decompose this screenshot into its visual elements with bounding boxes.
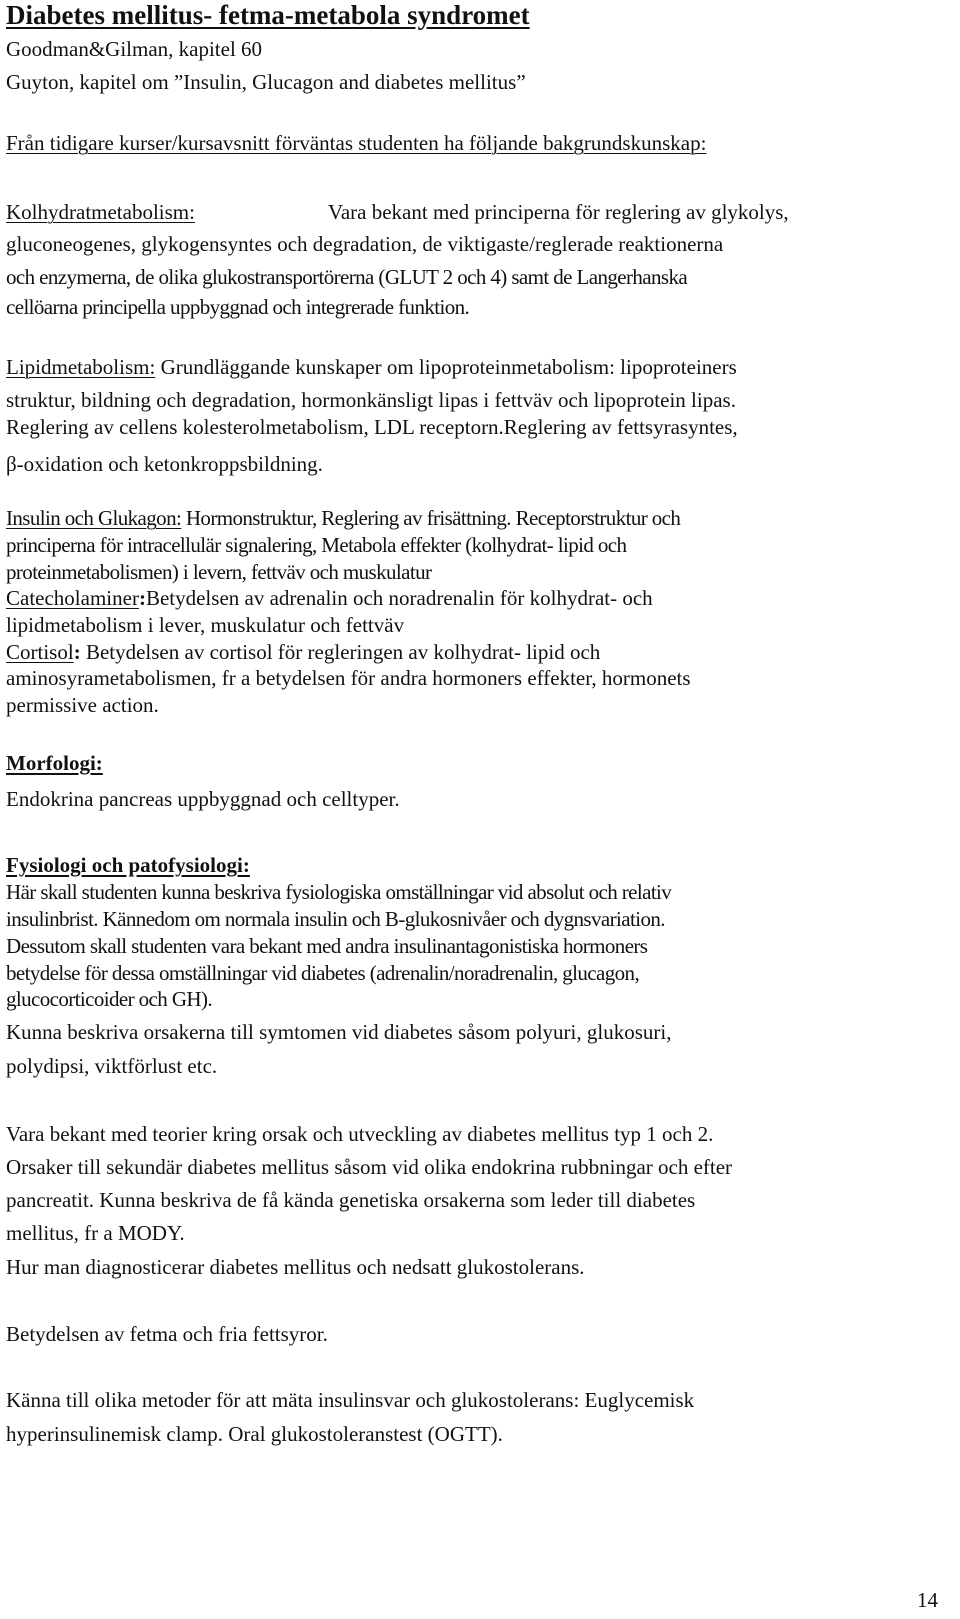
lipid-text: struktur, bildning och degradation, hormonkänsligt lipas i fettväv och lipoprotein lipas.	[6, 388, 736, 412]
fysiologi-heading: Fysiologi och patofysiologi:	[6, 853, 250, 877]
document-title: Diabetes mellitus- fetma-metabola syndromet	[6, 0, 530, 30]
catecholaminer-first-line	[6, 585, 653, 611]
cortisol-heading: Cortisol	[6, 640, 74, 664]
lipid-first-line	[6, 354, 737, 380]
catecholaminer-text: lipidmetabolism i lever, muskulatur och fettväv	[6, 613, 405, 637]
reference-line: Goodman&Gilman, kapitel 60	[6, 37, 263, 61]
page-number: 14	[917, 1588, 938, 1612]
paragraph-line: Hur man diagnosticerar diabetes mellitus och nedsatt glukostolerans.	[6, 1255, 585, 1279]
kolhydrat-text: och enzymerna, de olika glukostransportörerna (GLUT 2 och 4) samt de Langerhanska	[6, 265, 688, 289]
paragraph-line: hyperinsulinemisk clamp. Oral glukostoleranstest (OGTT).	[6, 1422, 503, 1446]
cortisol-text: permissive action.	[6, 693, 159, 717]
insulin-text: Hormonstruktur, Reglering av frisättning. Receptorstruktur och	[181, 506, 681, 530]
insulin-text: proteinmetabolismen) i levern, fettväv och muskulatur	[6, 560, 432, 584]
fysiologi-text: betydelse för dessa omställningar vid diabetes (adrenalin/noradrenalin, glucagon,	[6, 961, 640, 985]
cortisol-text: aminosyrametabolismen, fr a betydelsen för andra hormoners effekter, hormonets	[6, 666, 691, 690]
fysiologi-text: polydipsi, viktförlust etc.	[6, 1054, 218, 1078]
paragraph-line: Orsaker till sekundär diabetes mellitus såsom vid olika endokrina rubbningar och efter	[6, 1155, 733, 1179]
lipid-text: Reglering av cellens kolesterolmetabolism, LDL receptorn.Reglering av fettsyrasyntes,	[6, 415, 738, 439]
paragraph-line: pancreatit. Kunna beskriva de få kända genetiska orsakerna som leder till diabetes	[6, 1188, 696, 1212]
paragraph-line: Vara bekant med teorier kring orsak och utveckling av diabetes mellitus typ 1 och 2.	[6, 1122, 714, 1146]
insulin-first-line	[6, 505, 680, 531]
fysiologi-text: Dessutom skall studenten vara bekant med andra insulinantagonistiska hormoners	[6, 934, 648, 958]
paragraph-line: Betydelsen av fetma och fria fettsyror.	[6, 1322, 328, 1346]
fysiologi-text: Kunna beskriva orsakerna till symtomen vid diabetes såsom polyuri, glukosuri,	[6, 1020, 672, 1044]
kolhydrat-text: gluconeogenes, glykogensyntes och degradation, de viktigaste/reglerade reaktionerna	[6, 232, 724, 256]
cortisol-text: Betydelsen av cortisol för regleringen av kolhydrat- lipid och	[80, 640, 601, 664]
cortisol-colon: :	[73, 640, 81, 664]
insulin-text: principerna för intracellulär signalering, Metabola effekter (kolhydrat- lipid och	[6, 533, 627, 557]
cortisol-first-line	[6, 639, 600, 665]
intro-heading: Från tidigare kurser/kursavsnitt förväntas studenten ha följande bakgrundskunskap:	[6, 131, 707, 155]
catecholaminer-colon: :	[138, 586, 146, 610]
lipid-text: β-oxidation och ketonkroppsbildning.	[6, 452, 323, 476]
fysiologi-text: insulinbrist. Kännedom om normala insulin och B-glukosnivåer och dygnsvariation.	[6, 907, 665, 931]
catecholaminer-heading: Catecholaminer	[6, 586, 139, 610]
reference-line: Guyton, kapitel om ”Insulin, Glucagon and diabetes mellitus”	[6, 70, 526, 94]
paragraph-line: mellitus, fr a MODY.	[6, 1221, 185, 1245]
insulin-heading: Insulin och Glukagon:	[6, 506, 182, 530]
lipid-heading: Lipidmetabolism:	[6, 355, 156, 379]
catecholaminer-text: Betydelsen av adrenalin och noradrenalin för kolhydrat- och	[145, 586, 653, 610]
paragraph-line: Känna till olika metoder för att mäta insulinsvar och glukostolerans: Euglycemisk	[6, 1388, 695, 1412]
kolhydrat-text: Vara bekant med principerna för reglering av glykolys,	[328, 200, 789, 224]
morfologi-heading: Morfologi:	[6, 751, 103, 775]
fysiologi-text: Här skall studenten kunna beskriva fysiologiska omställningar vid absolut och relativ	[6, 880, 672, 904]
morfologi-text: Endokrina pancreas uppbyggnad och celltyper.	[6, 787, 400, 811]
kolhydrat-heading: Kolhydratmetabolism:	[6, 200, 195, 224]
kolhydrat-text: cellöarna principella uppbyggnad och integrerade funktion.	[6, 295, 470, 319]
fysiologi-text: glucocorticoider och GH).	[6, 987, 213, 1011]
lipid-text: Grundläggande kunskaper om lipoproteinmetabolism: lipoproteiners	[155, 355, 737, 379]
